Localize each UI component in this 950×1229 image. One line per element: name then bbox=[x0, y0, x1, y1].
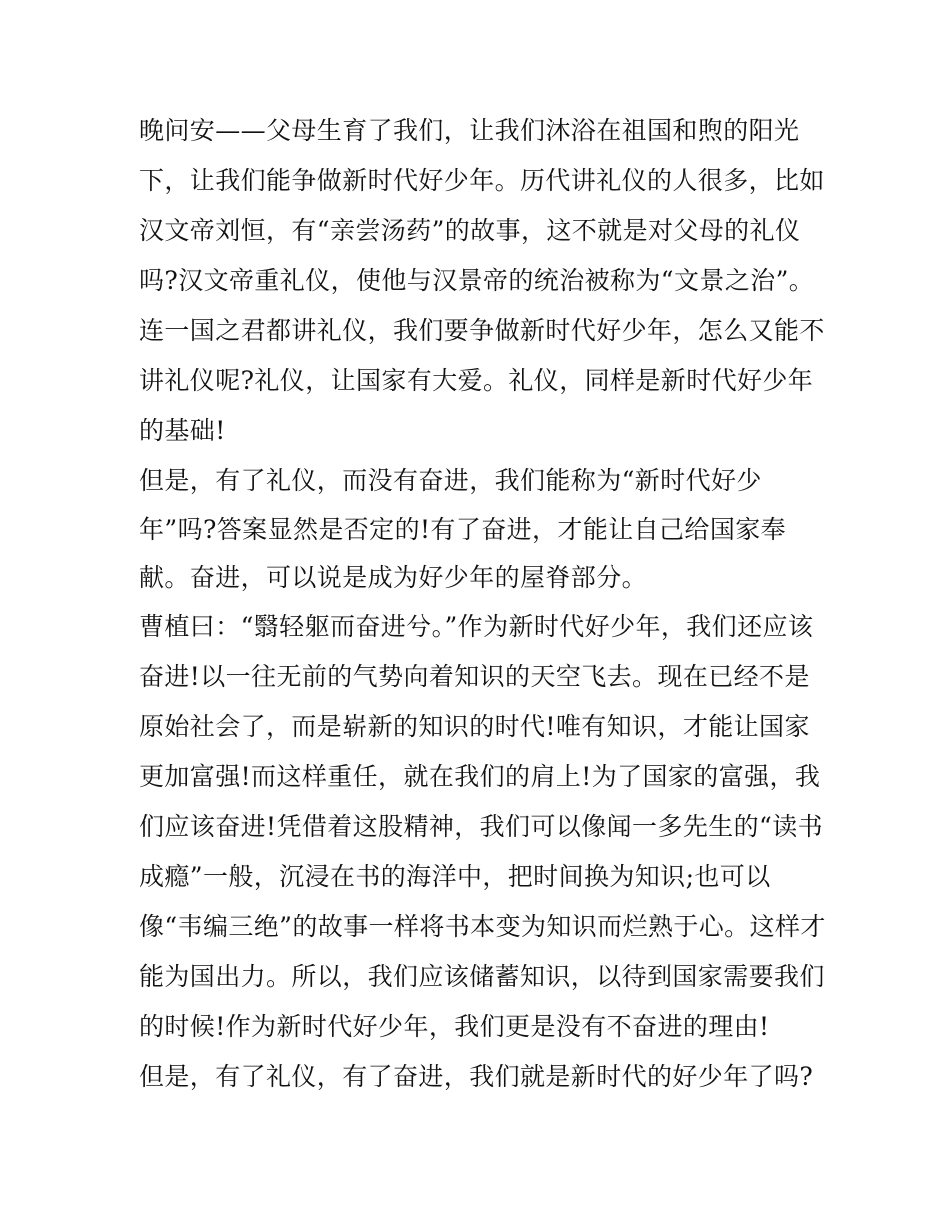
text-line: 曹植曰：“翳轻躯而奋进兮。”作为新时代好少年，我们还应该 bbox=[139, 612, 814, 641]
text-line: 下，让我们能争做新时代好少年。历代讲礼仪的人很多，比如 bbox=[139, 166, 825, 195]
text-line: 晚问安——父母生育了我们，让我们沐浴在祖国和煦的阳光 bbox=[139, 116, 800, 145]
text-line: 更加富强!而这样重任，就在我们的肩上!为了国家的富强，我 bbox=[139, 762, 821, 791]
text-line: 年”吗?答案显然是否定的!有了奋进，才能让自己给国家奉 bbox=[139, 515, 787, 544]
text-line: 原始社会了，而是崭新的知识的时代!唯有知识，才能让国家 bbox=[139, 712, 810, 741]
document-body bbox=[139, 106, 839, 1102]
text-line: 的时候!作为新时代好少年，我们更是没有不奋进的理由! bbox=[139, 1012, 770, 1041]
text-line: 的基础! bbox=[139, 416, 226, 445]
text-line: 讲礼仪呢?礼仪，让国家有大爱。礼仪，同样是新时代好少年 bbox=[139, 366, 814, 395]
text-line: 吗?汉文帝重礼仪，使他与汉景帝的统治被称为“文景之治”。 bbox=[139, 266, 815, 295]
text-line: 像“韦编三绝”的故事一样将书本变为知识而烂熟于心。这样才 bbox=[139, 912, 826, 941]
text-line: 献。奋进，可以说是成为好少年的屋脊部分。 bbox=[139, 563, 648, 592]
text-line: 连一国之君都讲礼仪，我们要争做新时代好少年，怎么又能不 bbox=[139, 316, 825, 345]
text-line: 但是，有了礼仪，而没有奋进，我们能称为“新时代好少 bbox=[139, 466, 762, 495]
text-line: 成瘾”一般，沉浸在书的海洋中，把时间换为知识;也可以 bbox=[139, 862, 771, 891]
text-line: 奋进!以一往无前的气势向着知识的天空飞去。现在已经不是 bbox=[139, 662, 810, 691]
text-line: 但是，有了礼仪，有了奋进，我们就是新时代的好少年了吗? bbox=[139, 1062, 814, 1091]
text-line: 汉文帝刘恒，有“亲尝汤药”的故事，这不就是对父母的礼仪 bbox=[139, 216, 801, 245]
text-line: 能为国出力。所以，我们应该储蓄知识，以待到国家需要我们 bbox=[139, 962, 825, 991]
text-line: 们应该奋进!凭借着这股精神，我们可以像闻一多先生的“读书 bbox=[139, 812, 824, 841]
